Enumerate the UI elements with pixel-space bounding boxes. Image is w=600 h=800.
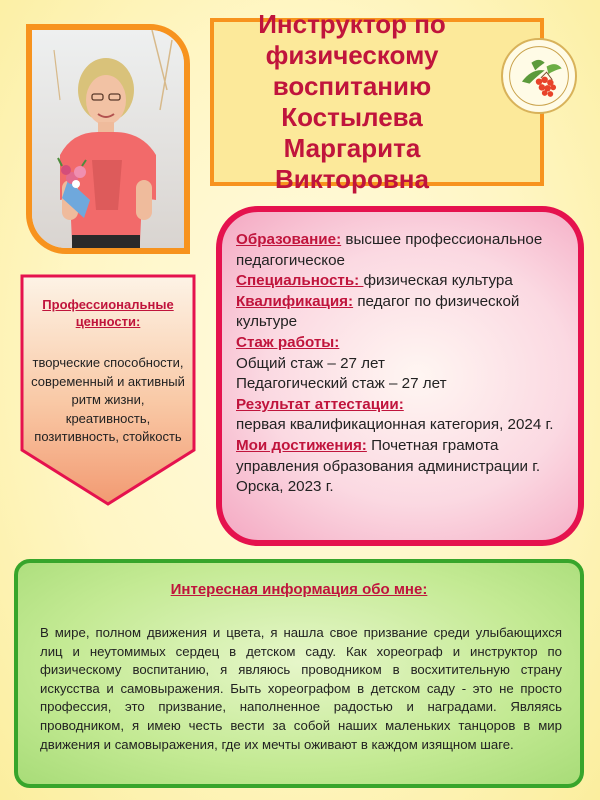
interesting-info — [14, 559, 584, 788]
title-line-4: Костылева Маргарита — [281, 102, 423, 163]
experience-ped: Педагогический стаж – 27 лет — [236, 375, 447, 393]
education — [236, 230, 568, 271]
qualification-label: Квалификация: — [236, 292, 354, 310]
title-line-3: воспитанию — [272, 71, 432, 101]
title-line-5: Викторовна — [275, 164, 429, 194]
qualification-value: педагог по физической культуре — [236, 292, 520, 331]
kindergarten-logo — [501, 38, 577, 114]
title-line-2: физическому — [265, 40, 439, 70]
attestation — [236, 395, 568, 416]
values-title: Профессиональные ценности: — [42, 297, 174, 329]
interest-text: В мире, полном движения и цвета, я нашла свое призвание среди улыбающихся лиц и неутомимых сердец в детском саду. Как хореограф и инструктор по физическому воспитанию, я являюсь проводником в восхитительную страну искусства и самовыражения. Быть хореографом в детском саду - это не просто профессия, это призвание, наполненное радостью и наградами. Являясь проводником, я имею честь вести за собой наших маленьких танцоров в мир движения и самовыражения, где их мечты оживают в каждом изящном шаге. — [40, 625, 562, 752]
attestation-value: первая квалификационная категория, 2024 г. — [236, 416, 554, 434]
rowan-berries-icon — [503, 40, 575, 112]
experience-label: Стаж работы: — [236, 333, 340, 351]
education-value: высшее профессиональное педагогическое — [236, 231, 543, 269]
education-label: Образование: — [236, 231, 342, 248]
attestation-label: Результат аттестации: — [236, 395, 404, 413]
title-line-1: Инструктор по — [258, 9, 446, 39]
info-box — [216, 206, 584, 546]
experience — [236, 333, 568, 354]
interest-title: Интересная информация обо мне: — [170, 581, 428, 598]
achievements-value: Почетная грамота управления образования администрации г. Орска, 2023 г. — [236, 436, 541, 496]
achievements-label: Мои достижения: — [236, 436, 367, 454]
portrait-image — [32, 30, 184, 248]
title-box — [210, 9, 544, 194]
qualification — [236, 292, 568, 333]
portrait-photo — [26, 24, 190, 254]
specialty-value: физическая культура — [363, 272, 513, 290]
values-text: творческие способности, современный и активный ритм жизни, креативность, позитивность, стойкость — [31, 355, 185, 444]
specialty — [236, 271, 568, 292]
specialty-label: Специальность: — [236, 272, 364, 290]
professional-values — [20, 274, 196, 506]
experience-total: Общий стаж – 27 лет — [236, 354, 385, 372]
achievements — [236, 436, 568, 498]
